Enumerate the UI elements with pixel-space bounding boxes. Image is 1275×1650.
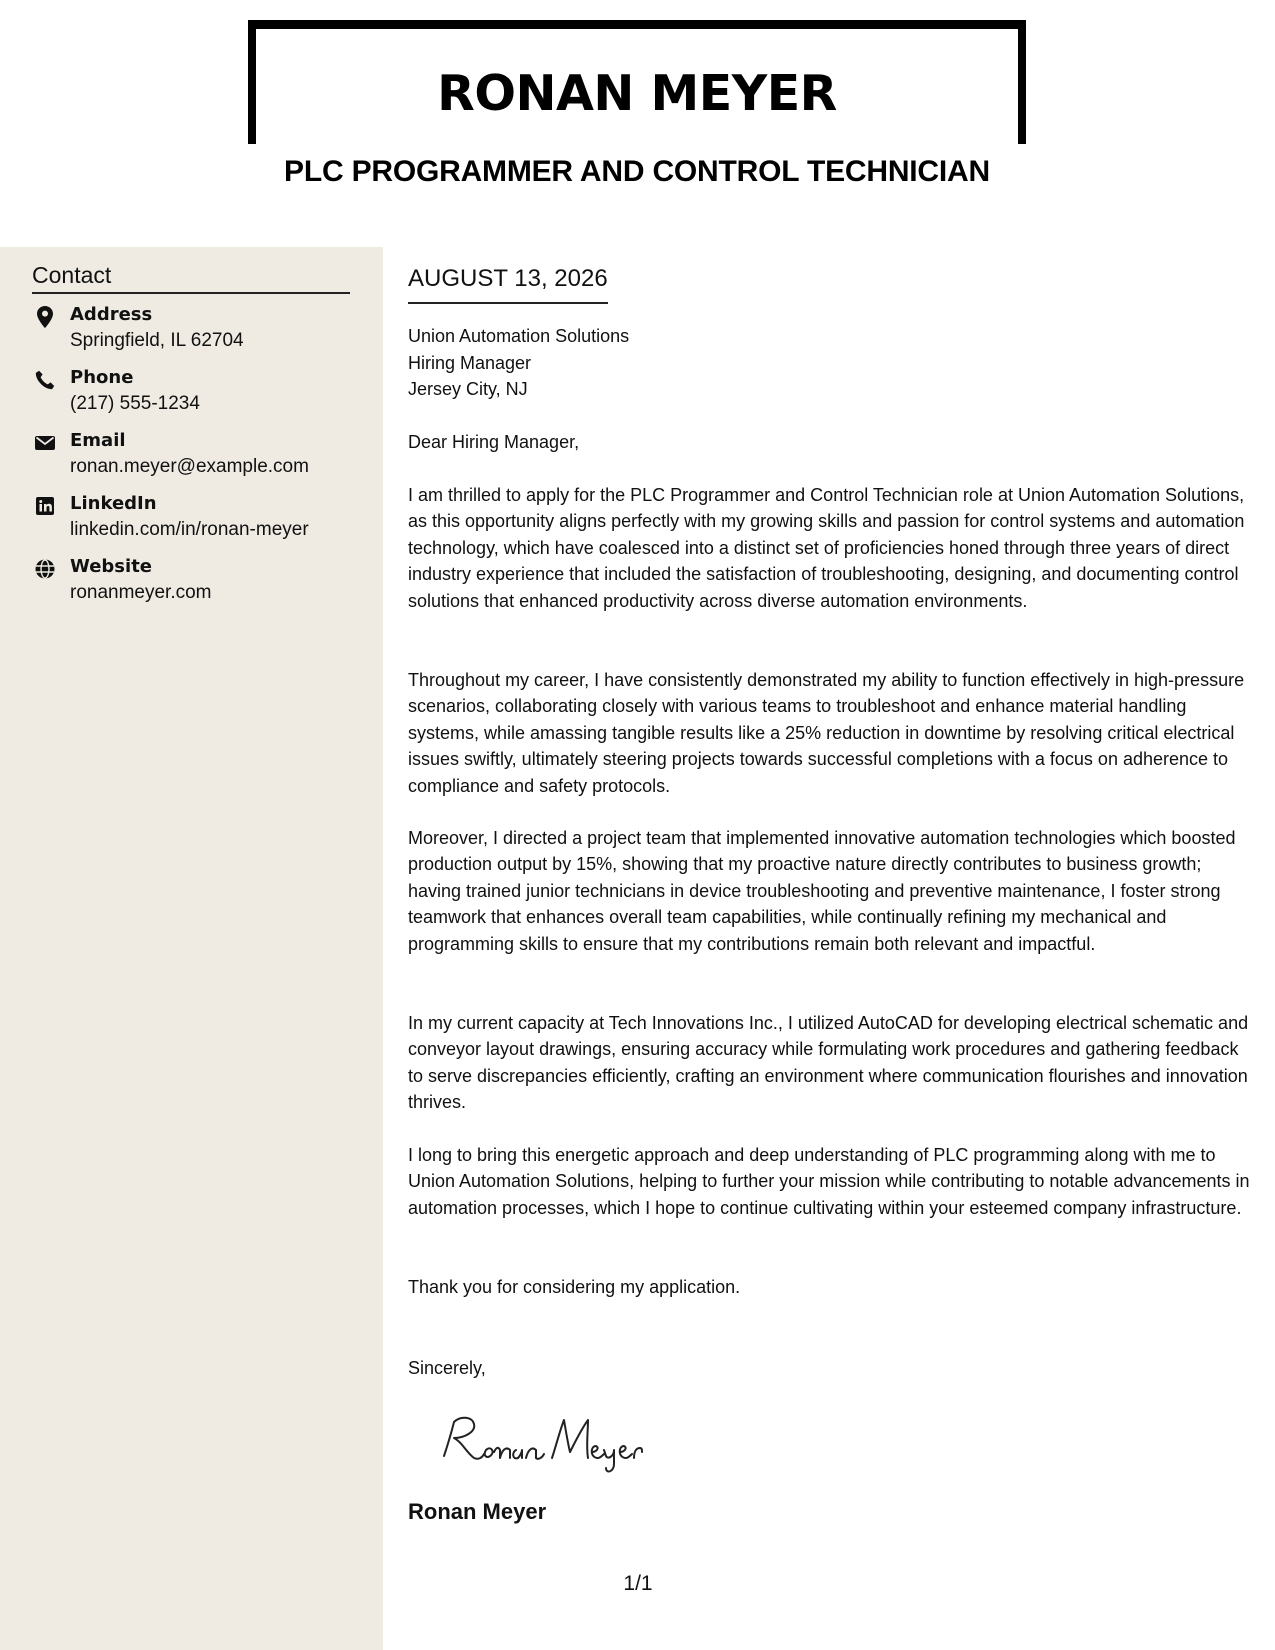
- paragraph-thanks: Thank you for considering my application.: [408, 1277, 741, 1297]
- paragraph-motivation: I long to bring this energetic approach and deep understanding of PLC programming along with me to Union Automation Solutions, helping to further your mission while contributing to notable advancements in automation processes, which I hope to continue cultivating within your esteemed company infrastructure.: [408, 1145, 1250, 1218]
- recipient-block: [408, 323, 629, 403]
- paragraph-experience: Throughout my career, I have consistently demonstrated my ability to function effectively in high-pressure scenarios, collaborating closely with various teams to troubleshoot and enhance material handling systems, while amassing tangible results like a 25% reduction in downtime by resolving critical electrical issues swiftly, ultimately steering projects towards successful completions with a focus on adherence to compliance and safety protocols.: [408, 670, 1245, 796]
- recipient-company: Union Automation Solutions: [408, 326, 630, 346]
- recipient-role: Hiring Manager: [408, 352, 532, 373]
- applicant-name: RONAN MEYER: [437, 65, 837, 122]
- website-label: Website: [70, 556, 153, 577]
- email-label: Email: [70, 430, 126, 451]
- phone-icon: [32, 367, 58, 393]
- envelope-icon: [32, 430, 58, 456]
- address-value: Springfield, IL 62704: [70, 330, 244, 351]
- page-number: 1/1: [623, 1572, 653, 1595]
- recipient-location: Jersey City, NJ: [408, 379, 528, 399]
- signed-name: Ronan Meyer: [408, 1499, 547, 1524]
- handwritten-signature: [430, 1406, 660, 1478]
- contact-heading: Contact: [32, 258, 350, 294]
- globe-icon: [32, 556, 58, 582]
- linkedin-value[interactable]: linkedin.com/in/ronan-meyer: [70, 519, 309, 540]
- letter-date: AUGUST 13, 2026: [408, 262, 608, 304]
- linkedin-icon: [32, 493, 58, 519]
- phone-label: Phone: [70, 367, 134, 388]
- location-pin-icon: [32, 304, 58, 330]
- salutation: Dear Hiring Manager,: [408, 432, 580, 452]
- address-label: Address: [70, 304, 153, 325]
- closing: Sincerely,: [408, 1358, 486, 1378]
- email-value[interactable]: ronan.meyer@example.com: [70, 456, 309, 477]
- phone-value: (217) 555-1234: [70, 393, 200, 414]
- paragraph-current-role: In my current capacity at Tech Innovations Inc., I utilized AutoCAD for developing electrical schematic and conveyor layout drawings, ensuring accuracy while formulating work procedures and gathering feedback to serve discrepancies efficiently, crafting an environment where communication flourishes and innovation thrives.: [408, 1013, 1249, 1113]
- paragraph-intro: I am thrilled to apply for the PLC Programmer and Control Technician role at Union Automation Solutions, as this opportunity aligns perfectly with my growing skills and passion for control systems and automation technology, which have coalesced into a distinct set of proficiencies honed through three years of direct industry experience that included the satisfaction of troubleshooting, designing, and documenting control solutions that enhanced productivity across diverse automation environments.: [408, 485, 1245, 611]
- linkedin-label: LinkedIn: [70, 493, 157, 514]
- job-title: PLC PROGRAMMER AND CONTROL TECHNICIAN: [240, 144, 1034, 200]
- paragraph-leadership: Moreover, I directed a project team that implemented innovative automation technologies which boosted production output by 15%, showing that my proactive nature directly contributes to business growth; having trained junior technicians in device troubleshooting and preventive maintenance, I foster strong teamwork that enhances overall team capabilities, while continually refining my mechanical and programming skills to ensure that my contributions remain both relevant and impactful.: [408, 828, 1236, 954]
- website-value[interactable]: ronanmeyer.com: [70, 582, 212, 603]
